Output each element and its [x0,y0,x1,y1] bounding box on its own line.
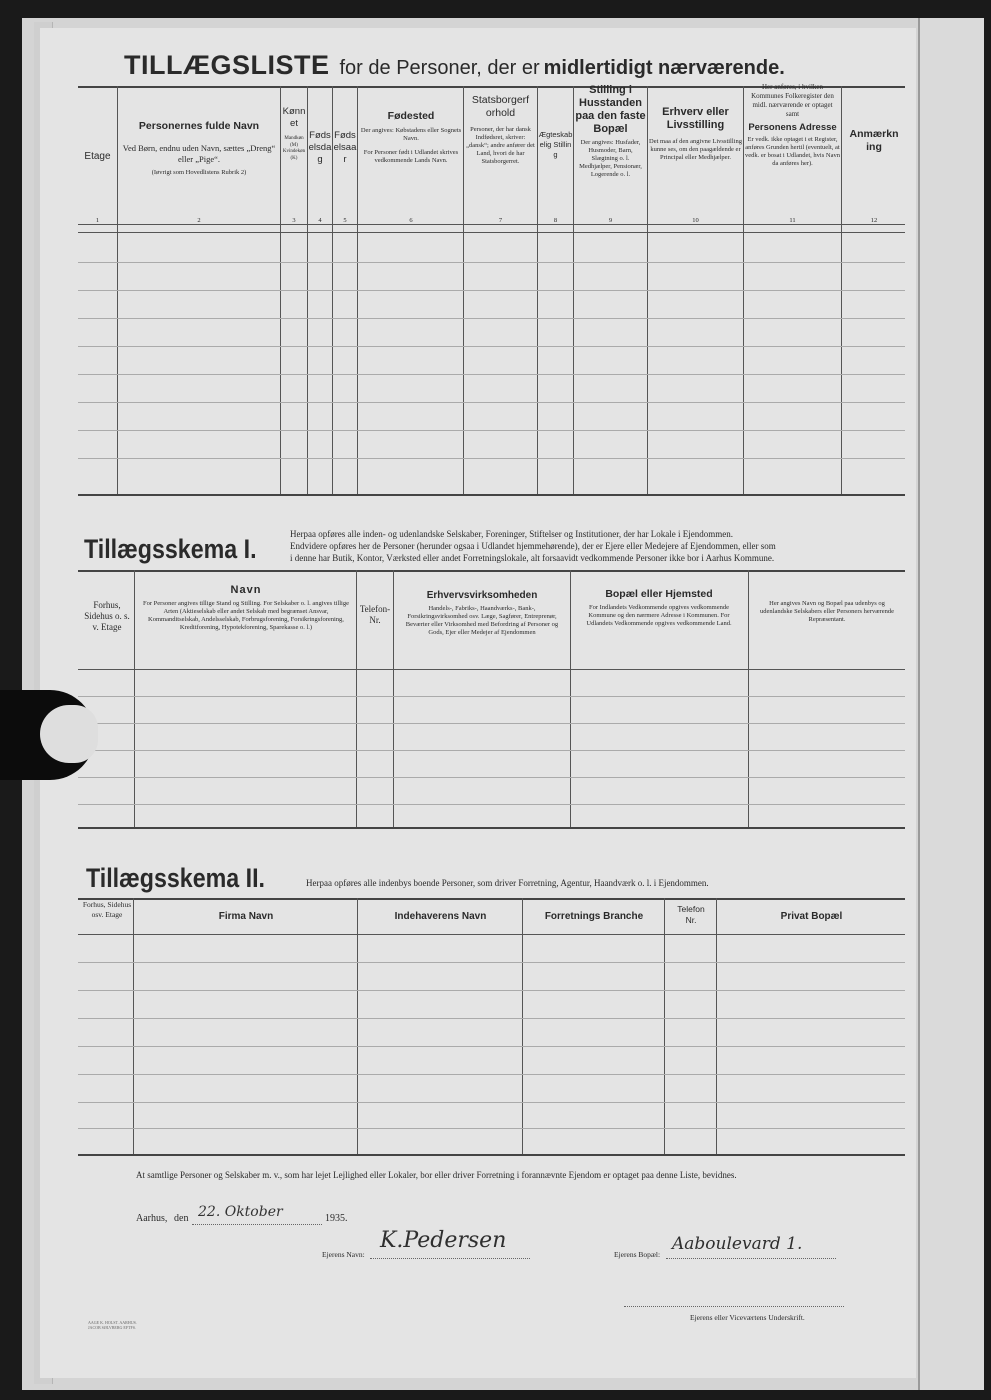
col-citizenship-sub: Personer, der har dansk Indfødsret, skriver: „dansk“; andre anfører det Land, hvori de har Statsborgerret. [466,126,535,165]
col-etage-header: Etage [84,151,111,162]
form-page [40,28,916,1378]
schema2-col-phone: Telefon Nr. [677,904,705,925]
certification-statement: At samtlige Personer og Selskaber m. v., som har lejet Lejlighed eller Lokaler, bor eller driver Forretning i forannævnte Ejendom er optaget paa denne Liste, bevidnes. [136,1170,737,1180]
owner-name-label: Ejerens Navn: [322,1250,365,1259]
col-household-title: Stilling i Husstanden paa den faste Bopæl [575,84,646,135]
col-num-10: 10 [692,217,699,224]
col-marital-header: Ægteskabelig Stilling [538,130,573,159]
schema1-desc-line3: i denne har Butik, Kontor, Værksted eller andet Forretningslokale, alt forsaavidt vedkommende Personer ikke bor i Aarhus Kommune. [290,553,775,563]
col-name-title: Personernes fulde Navn [138,120,260,132]
schema2-col-branch: Forretnings Branche [544,911,644,922]
col-birthplace-title: Fødested [387,110,435,122]
schema1-col-phone: Telefon-Nr. [359,604,391,625]
date-handwritten: 22. Oktober [198,1204,283,1220]
col-birthday-header: Fødselsdag [308,130,332,165]
title-bold: TILLÆGSLISTE [124,50,330,80]
schema1-desc-line1: Herpaa opføres alle inden- og udenlandske Selskaber, Foreninger, Stiftelser og Institutioner, der har Lokale i Ejendommen. [290,529,734,539]
col-address-pre: Her anføres, i hvilken Kommunes Folkeregister den midl. nærværende er optaget samt [751,83,834,118]
schema1-desc [290,528,910,564]
col-occupation-title: Erhverv eller Livsstilling [662,106,729,131]
col-gender-title: Kønnet [282,106,306,129]
col-birthplace-sub: Der angives: Købstadens eller Sognets Navn. [360,127,462,142]
col-gender-sub: Mandkøn (M) Kvindekøn (K) [282,136,306,161]
schema2-title: Tillægsskema II. [86,863,265,893]
col-num-9: 9 [608,217,613,224]
col-name-header [119,120,279,177]
col-num-1: 1 [95,217,100,224]
col-citizenship-title: Statsborgerforhold [471,94,530,119]
owner-address-handwritten: Aaboulevard 1. [672,1234,803,1254]
col-num-4: 4 [318,217,322,224]
col-birthplace-header [360,110,462,165]
col-birthyear-header: Fødselsaar [333,130,357,165]
schema1-desc-line2: Endvidere opføres her de Personer (herunder ogsaa i Udlandet hjemmehørende), der er Ejere eller Medejere af Ejendommen, eller som [290,541,776,551]
schema1-col-representative: Her angives Navn og Bopæl paa udenbys og udenlandske Selskabers eller Personers herværende Repræsentant. [760,600,894,623]
schema1-col-business [398,590,566,637]
col-num-6: 6 [409,217,413,224]
col-name-sub2: (Iøvrigt som Hovedlistens Rubrik 2) [151,169,247,176]
col-num-5: 5 [343,217,347,224]
schema1-col-residence-title: Bopæl eller Hjemsted [605,588,713,600]
schema1-col-business-title: Erhvervsvirksomheden [426,590,538,601]
fingernail [40,705,98,763]
title-end: midlertidigt nærværende. [543,57,785,79]
year-label: 1935. [325,1213,348,1224]
col-num-2: 2 [197,217,201,224]
schema2-col-firm: Firma Navn [218,911,274,922]
owner-address-label: Ejerens Bopæl: [614,1250,661,1259]
col-address-sub: Er vedk. ikke optaget i et Register, anføres Grunden hertil (eventuelt, at vedk. er bosat i Udlandet, hvis Navn da anføres her). [745,136,840,167]
col-num-11: 11 [789,217,796,224]
place-label: Aarhus, [136,1213,168,1224]
col-household-header [575,84,646,179]
signature-label: Ejerens eller Viceværtens Underskrift. [690,1313,805,1322]
title-mid: for de Personer, der er [339,57,540,79]
schema1-col-etage: Forhus, Sidehus o. s. v. Etage [84,600,130,632]
col-name-sub: Ved Børn, endnu uden Navn, sættes „Dreng“ eller „Pige“. [122,143,276,164]
col-occupation-sub: Det maa af den angivne Livsstilling kunne ses, om den paagældende er Principal eller Medhjælper. [649,138,742,161]
col-birthplace-sub2: For Personer født i Udlandet skrives vedkommende Lands Navn. [363,149,459,164]
schema1-col-business-sub: Handels-, Fabriks-, Haandværks-, Bank-, Forsikringsvirksomhed osv. Læge, Sagfører, Entreprenør, Beværter eller Virksomhed med Befordring af Personer og Gods, Ejer eller Medejer af Ejendommen [405,605,559,636]
page-title [124,50,904,84]
schema2-col-private: Privat Bopæl [780,911,843,922]
schema1-col-name-title: Navn [230,584,262,596]
col-remarks-header: Anmærkning [849,128,899,153]
printer-imprint: AAGE K. HOLST. AARHUS. JACOB SØLVBERG EFTFS. [88,1320,137,1330]
col-num-3: 3 [292,217,296,224]
schema2-col-owner: Indehaverens Navn [394,911,487,922]
col-household-sub: Der angives: Husfader, Husmoder, Barn, Slægtning o. l. Medhjælper, Pensionær, Logerende o. l. [579,139,642,178]
schema1-col-residence [575,588,743,628]
den-label: den [174,1213,189,1224]
col-gender-header [281,106,307,162]
schema2-desc: Herpaa opføres alle indenbys boende Personer, som driver Forretning, Agentur, Haandværk o. l. i Ejendommen. [306,878,709,888]
schema2-col-etage: Forhus, Sidehus osv. Etage [82,900,132,919]
schema1-title: Tillægsskema I. [84,534,257,564]
col-num-7: 7 [498,217,503,224]
col-citizenship-header [465,94,536,166]
col-address-title: Personens Adresse [748,122,837,133]
col-address-header [745,83,840,168]
schema1-col-name [140,584,352,632]
schema1-col-residence-sub: For Indlandets Vedkommende opgives vedkommende Kommune og den nærmere Adresse i Kommunen. For Udlandets Vedkommende opgives vedkommende Land. [586,604,732,627]
col-num-8: 8 [553,217,558,224]
adjacent-page [918,18,984,1390]
col-num-12: 12 [870,217,878,224]
schema1-col-name-sub: For Personer angives tillige Stand og Stilling. For Selskaber o. l. angives tillige Arten (Aktieselskab eller andet Selskab med begrænset Ansvar, Kommanditselskab, Andelsselskab, Forbrugsforening, Forsikringsforening, Kreditforening, Hypotekforening, Sparekasse o. l.) [143,600,349,631]
owner-name-handwritten: K.Pedersen [380,1228,507,1253]
col-occupation-header [649,106,742,162]
